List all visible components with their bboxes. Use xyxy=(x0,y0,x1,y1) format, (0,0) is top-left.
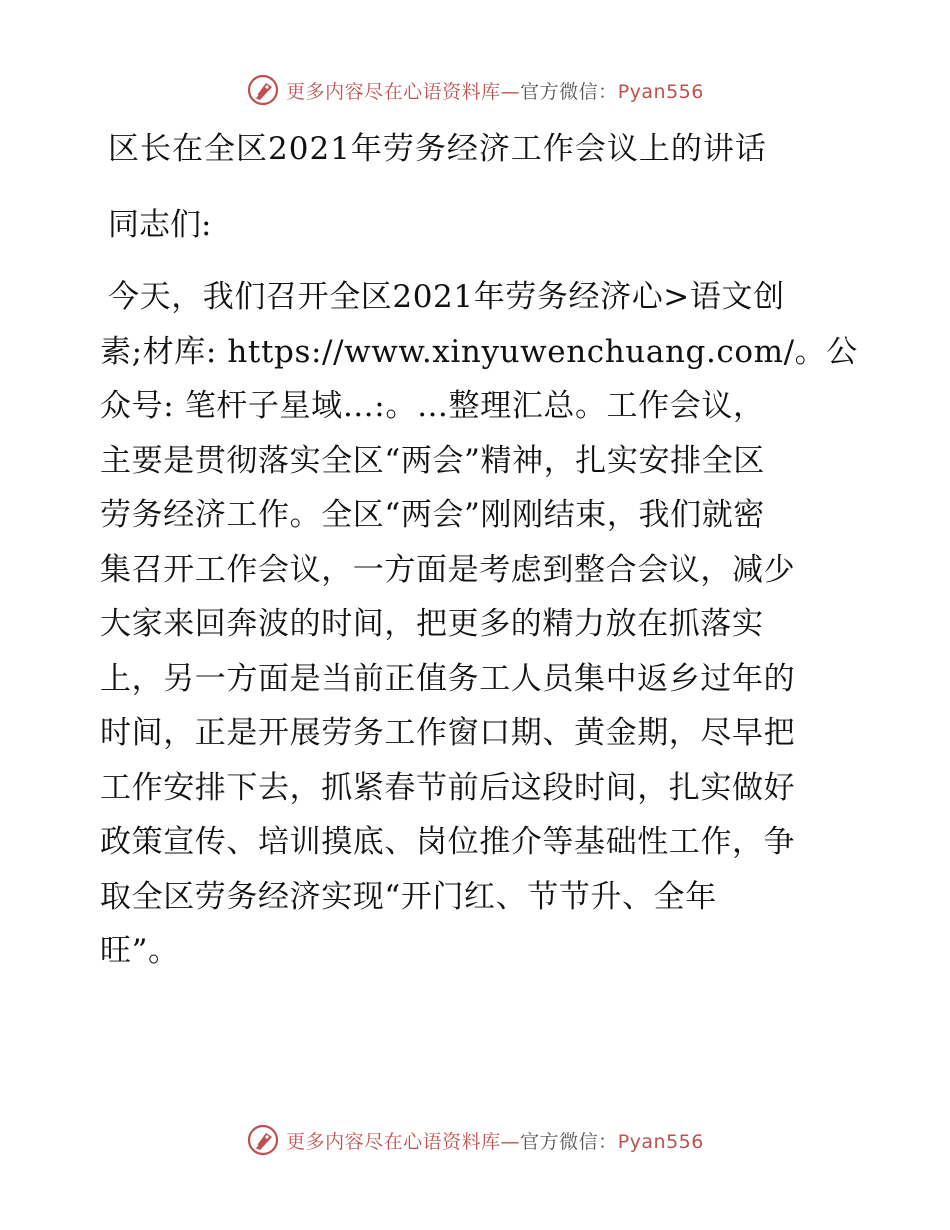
paragraph-line: 旺”。 xyxy=(100,933,180,969)
document-salutation: 同志们: xyxy=(108,207,212,243)
pen-nib-logo-icon xyxy=(246,1123,280,1157)
paragraph-line: 上，另一方面是当前正值务工人员集中返乡过年的 xyxy=(100,660,796,697)
paragraph-line: 劳务经济工作。全区“两会”刚刚结束，我们就密 xyxy=(100,497,765,533)
pen-nib-logo-icon xyxy=(246,73,280,107)
header-banner-wechat-id: Pyan556 xyxy=(617,80,704,103)
footer-banner-site-name: 更多内容尽在心语资料库 xyxy=(286,1130,501,1153)
footer-banner-wechat-label: 官方微信： xyxy=(520,1130,618,1153)
paragraph-line: 众号: 笔杆子星域…:。…整理汇总。工作会议， xyxy=(100,388,765,424)
paragraph-line: 今天，我们召开全区2021年劳务经济心>语文创 xyxy=(108,279,785,315)
footer-banner xyxy=(0,1120,950,1160)
paragraph-line: 工作安排下去，抓紧春节前后这段时间，扎实做好 xyxy=(100,769,796,806)
header-banner-site-name: 更多内容尽在心语资料库 xyxy=(286,80,501,103)
paragraph-line: 取全区劳务经济实现“开门红、节节升、全年 xyxy=(100,878,717,915)
header-banner-content xyxy=(246,73,704,107)
paragraph-line: 素;材库: https://www.xinyuwenchuang.com/。公 xyxy=(100,333,858,370)
document-paragraph xyxy=(100,270,860,979)
footer-banner-separator: — xyxy=(500,1130,521,1153)
paragraph-line: 时间，正是开展劳务工作窗口期、黄金期，尽早把 xyxy=(100,715,796,751)
footer-banner-text xyxy=(286,1127,704,1154)
paragraph-line: 主要是贯彻落实全区“两会”精神，扎实安排全区 xyxy=(100,442,765,479)
footer-banner-content xyxy=(246,1123,704,1157)
paragraph-line: 政策宣传、培训摸底、岗位推介等基础性工作，争 xyxy=(100,824,796,860)
document-title: 区长在全区2021年劳务经济工作会议上的讲话 xyxy=(108,131,767,167)
paragraph-line: 大家来回奔波的时间，把更多的精力放在抓落实 xyxy=(100,606,764,642)
header-banner xyxy=(0,70,950,110)
paragraph-line: 集召开工作会议，一方面是考虑到整合会议，减少 xyxy=(100,551,796,588)
footer-banner-wechat-id: Pyan556 xyxy=(617,1130,704,1153)
header-banner-text xyxy=(286,77,704,104)
header-banner-wechat-label: 官方微信： xyxy=(520,80,618,103)
header-banner-separator: — xyxy=(500,80,521,103)
